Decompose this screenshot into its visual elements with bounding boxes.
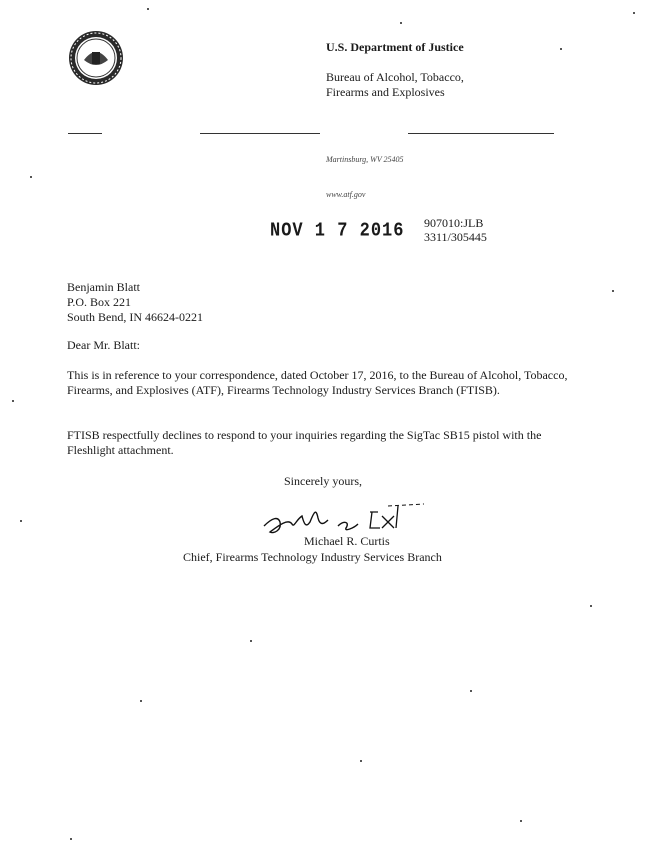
letterhead-rule-left xyxy=(68,133,102,134)
scan-speck xyxy=(590,605,592,607)
scan-speck xyxy=(147,8,149,10)
scan-speck xyxy=(20,520,22,522)
bureau-line-1: Bureau of Alcohol, Tobacco, xyxy=(326,70,464,84)
closing: Sincerely yours, xyxy=(284,474,362,488)
recipient-address-2: South Bend, IN 46624-0221 xyxy=(67,310,203,324)
department-name: U.S. Department of Justice xyxy=(326,40,464,54)
reference-numbers xyxy=(424,216,487,244)
scan-speck xyxy=(400,22,402,24)
body-paragraph-1: This is in reference to your correspondence, dated October 17, 2016, to the Bureau of Alcohol, Tobacco, Firearms, and Explosives (ATF), Firearms Technology Industry Services Branch (FTISB). xyxy=(67,368,568,397)
scan-speck xyxy=(250,640,252,642)
recipient-address xyxy=(67,280,203,325)
bureau-line-2: Firearms and Explosives xyxy=(326,85,445,99)
website: www.atf.gov xyxy=(326,190,366,199)
doj-seal xyxy=(68,30,124,86)
scan-speck xyxy=(560,48,562,50)
bureau-name xyxy=(326,70,464,100)
signer-name: Michael R. Curtis xyxy=(304,534,390,548)
scan-speck xyxy=(470,690,472,692)
recipient-name: Benjamin Blatt xyxy=(67,280,140,294)
scan-speck xyxy=(520,820,522,822)
scan-speck xyxy=(12,400,14,402)
reference-line-1: 907010:JLB xyxy=(424,216,484,230)
scan-speck xyxy=(612,290,614,292)
letterhead-rule-right xyxy=(408,133,554,134)
letterhead-rule-middle xyxy=(200,133,320,134)
salutation: Dear Mr. Blatt: xyxy=(67,338,140,352)
scan-speck xyxy=(360,760,362,762)
scan-speck xyxy=(70,838,72,840)
city-line: Martinsburg, WV 25405 xyxy=(326,155,404,164)
recipient-address-1: P.O. Box 221 xyxy=(67,295,132,309)
body-paragraph-2: FTISB respectfully declines to respond to your inquiries regarding the SigTac SB15 pistol with the Fleshlight attachment. xyxy=(67,428,542,457)
scan-speck xyxy=(633,12,635,14)
date-stamp: NOV 1 7 2016 xyxy=(270,220,405,243)
signer-title: Chief, Firearms Technology Industry Services Branch xyxy=(183,550,442,564)
reference-line-2: 3311/305445 xyxy=(424,230,487,244)
scan-speck xyxy=(30,176,32,178)
scan-speck xyxy=(140,700,142,702)
